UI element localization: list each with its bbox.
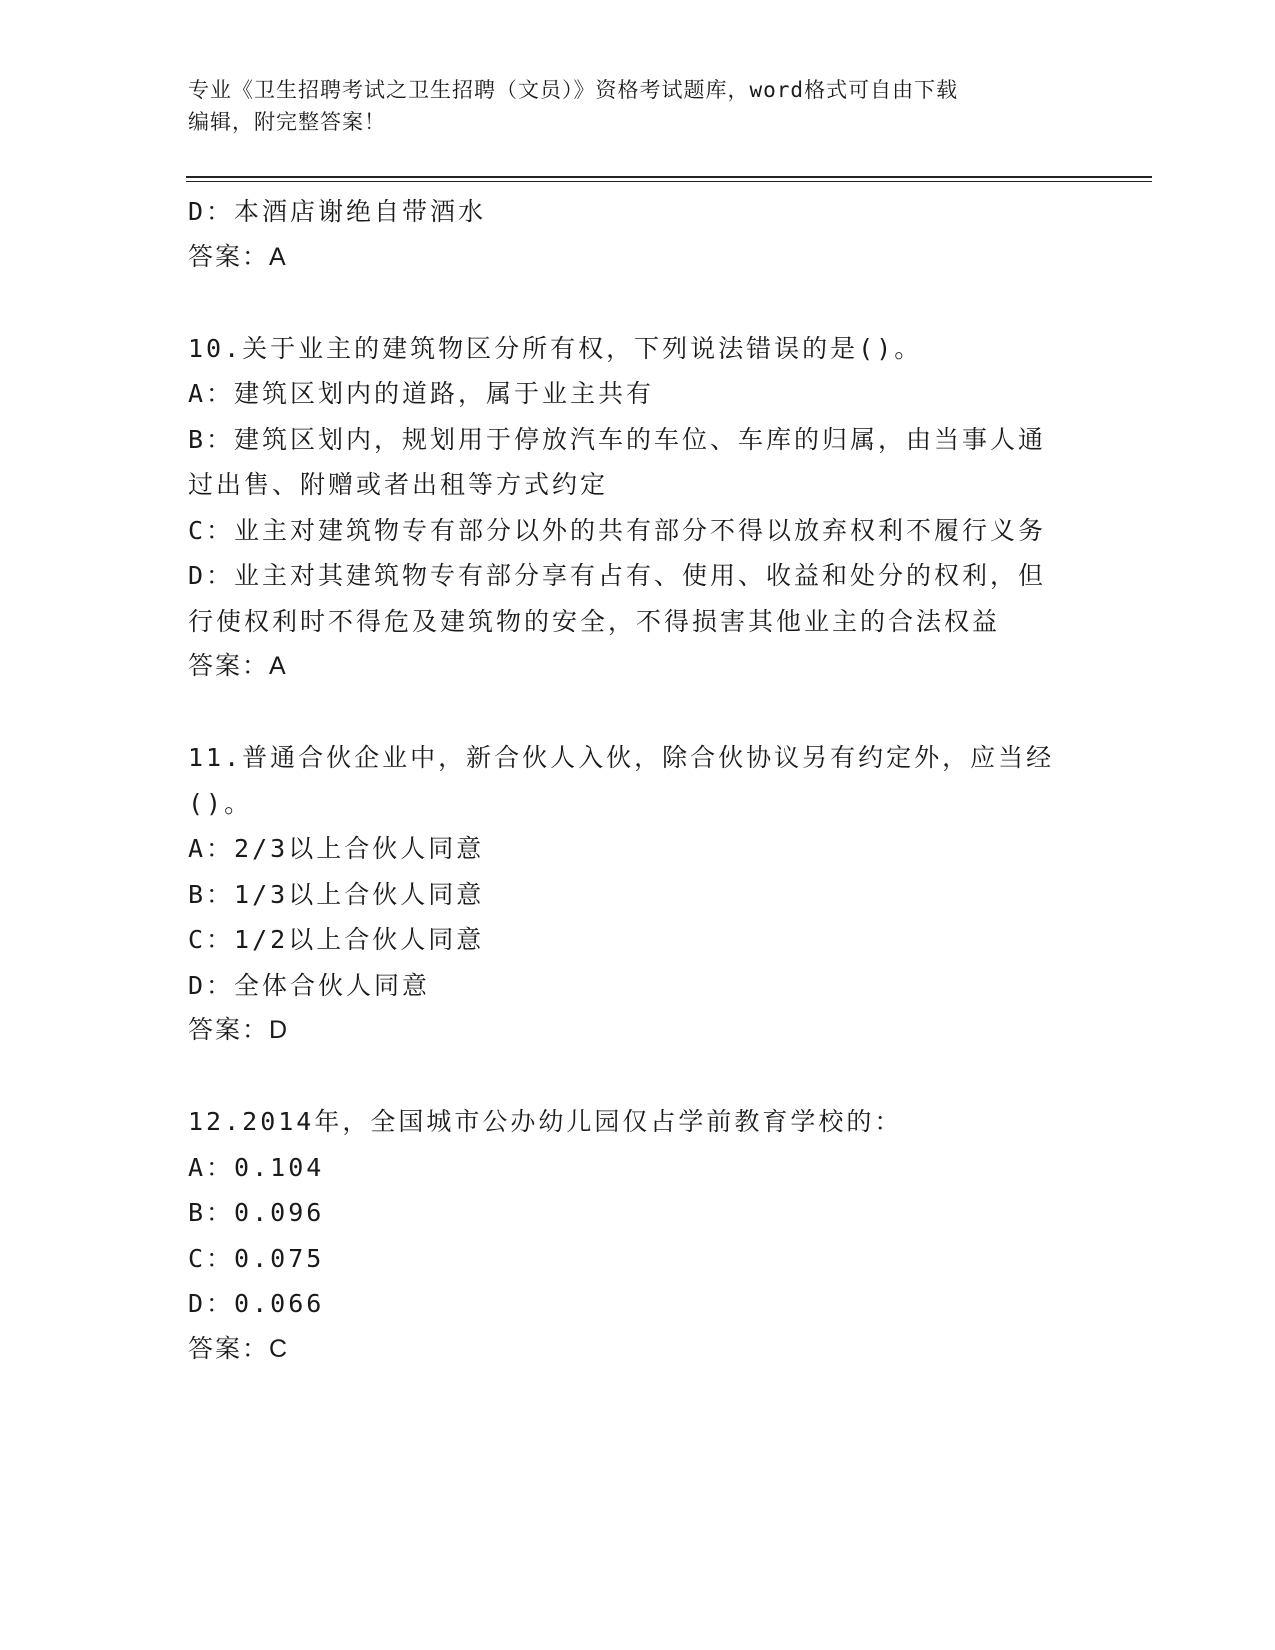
option-b: B：0.096 — [188, 1198, 325, 1227]
question-10 — [188, 326, 1088, 690]
option-b: B：1/3以上合伙人同意 — [188, 879, 485, 909]
question-stem: 10.关于业主的建筑物区分所有权，下列说法错误的是()。 — [188, 333, 923, 363]
answer-line: 答案：A — [188, 652, 288, 680]
option-d: D：本酒店谢绝自带酒水 — [188, 197, 487, 226]
question-stem-line-2: ()。 — [188, 788, 253, 818]
answer-line: 答案：D — [188, 1016, 290, 1044]
option-d-line-1: D：业主对其建筑物专有部分享有占有、使用、收益和处分的权利，但 — [188, 561, 1047, 590]
option-a: A：0.104 — [188, 1152, 325, 1182]
previous-question-tail — [188, 189, 1088, 280]
option-c: C：业主对建筑物专有部分以外的共有部分不得以放弃权利不履行义务 — [188, 515, 1047, 545]
answer-line: 答案：A — [188, 242, 288, 271]
question-stem: 12.2014年，全国城市公办幼儿园仅占学前教育学校的： — [188, 1107, 903, 1136]
option-d-line-2: 行使权利时不得危及建筑物的安全，不得损害其他业主的合法权益 — [188, 606, 1001, 636]
answer-line: 答案：C — [188, 1334, 290, 1363]
question-spacer — [188, 280, 1088, 326]
option-b-line-2: 过出售、附赠或者出租等方式约定 — [188, 470, 609, 499]
document-header — [188, 74, 1088, 138]
question-stem-line-1: 11.普通合伙企业中，新合伙人入伙，除合伙协议另有约定外，应当经 — [188, 743, 1055, 772]
option-c: C：1/2以上合伙人同意 — [188, 925, 485, 954]
header-line-1: 专业《卫生招聘考试之卫生招聘（文员）》资格考试题库，word格式可自由下载 — [188, 78, 959, 102]
option-d: D：0.066 — [188, 1289, 325, 1318]
question-spacer — [188, 1054, 1088, 1100]
header-divider-thick — [186, 176, 1152, 178]
document-body — [188, 189, 1088, 1372]
header-divider-thin — [186, 181, 1152, 182]
option-b-line-1: B：建筑区划内，规划用于停放汽车的车位、车库的归属，由当事人通 — [188, 424, 1047, 454]
question-spacer — [188, 690, 1088, 736]
option-a: A：建筑区划内的道路，属于业主共有 — [188, 379, 655, 408]
question-11 — [188, 735, 1088, 1054]
option-d: D：全体合伙人同意 — [188, 970, 431, 1000]
question-12 — [188, 1099, 1088, 1372]
option-c: C：0.075 — [188, 1243, 325, 1273]
option-a: A：2/3以上合伙人同意 — [188, 834, 485, 863]
header-line-2: 编辑，附完整答案！ — [188, 110, 386, 134]
